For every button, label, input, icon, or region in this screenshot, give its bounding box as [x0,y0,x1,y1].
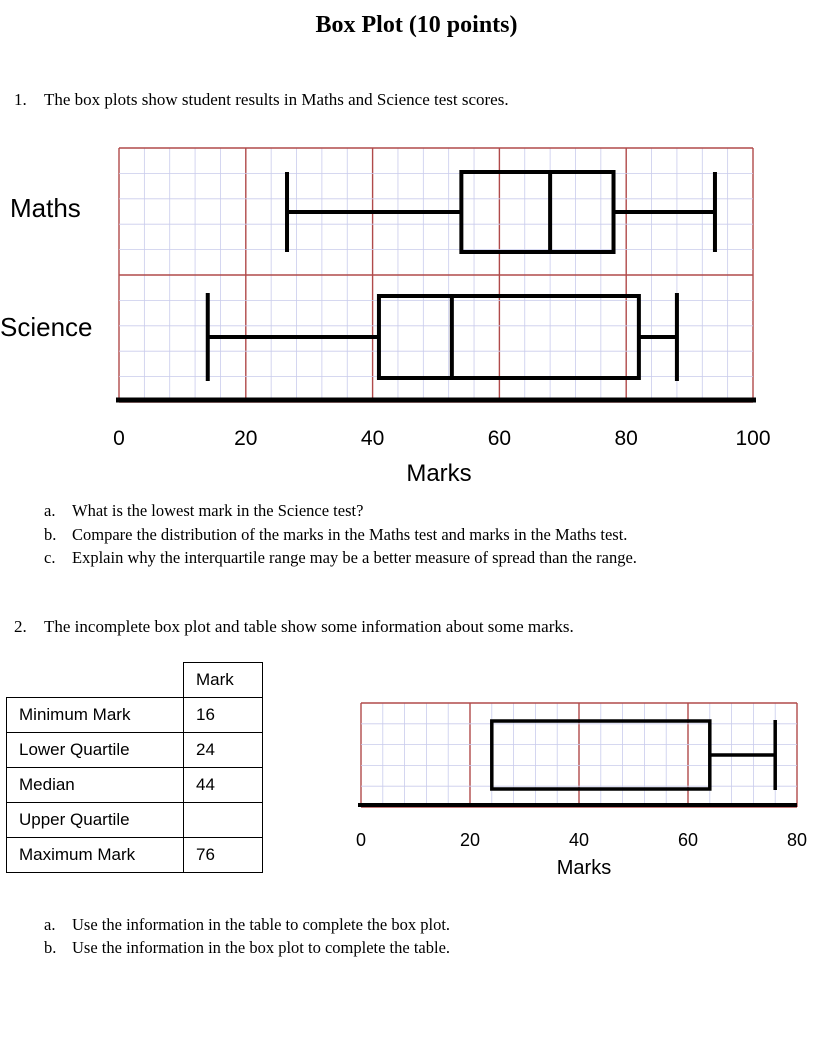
x-tick-label: 80 [786,830,808,850]
table-row-label: Maximum Mark [7,838,184,873]
x-tick-label: 20 [459,830,481,850]
x-tick-label: 100 [735,427,771,450]
science-label: Science [0,312,93,342]
page-title: Box Plot (10 points) [315,12,518,38]
q2-part-a-letter: a. [44,915,56,934]
q1-part-a-text: What is the lowest mark in the Science test? [72,501,364,520]
x-tick-label: 0 [113,427,125,450]
q2-part-a-text: Use the information in the table to complete the box plot. [72,915,451,934]
x-tick-label: 0 [355,830,367,850]
table-row-value: 16 [184,698,263,733]
question-2-text: The incomplete box plot and table show some information about some marks. [44,617,574,636]
chart-2-x-axis-title: Marks [556,857,612,879]
table-row-label: Upper Quartile [7,803,184,838]
q2-part-b [44,938,450,958]
chart-1-x-axis-title: Marks [406,460,472,487]
q1-part-b-text: Compare the distribution of the marks in the Maths test and marks in the Maths test. [72,525,628,544]
maths-label: Maths [10,193,81,223]
q2-part-b-text: Use the information in the box plot to complete the table. [72,938,451,957]
q1-part-c-letter: c. [44,548,56,567]
q1-part-a-letter: a. [44,501,56,520]
table-row-label: Minimum Mark [7,698,184,733]
question-2-number: 2. [14,617,27,636]
q2-part-b-letter: b. [44,938,57,957]
q2-part-a [44,915,450,935]
table-row-value: 76 [184,838,263,873]
x-tick-label: 20 [234,427,258,450]
table-row-label: Median [7,768,184,803]
table-row-value: 44 [184,768,263,803]
table-header-mark: Mark [184,663,263,698]
table-row-value: 24 [184,733,263,768]
x-tick-label: 80 [614,427,638,450]
q1-part-c-text: Explain why the interquartile range may be a better measure of spread than the range. [72,548,637,567]
question-1-text: The box plots show student results in Maths and Science test scores. [44,90,509,109]
x-tick-label: 40 [568,830,590,850]
x-tick-label: 60 [487,427,512,450]
q1-part-b-letter: b. [44,525,57,544]
table-row-label: Lower Quartile [7,733,184,768]
x-tick-label: 60 [677,830,699,850]
x-tick-label: 40 [360,427,385,450]
question-1-number: 1. [14,90,27,109]
